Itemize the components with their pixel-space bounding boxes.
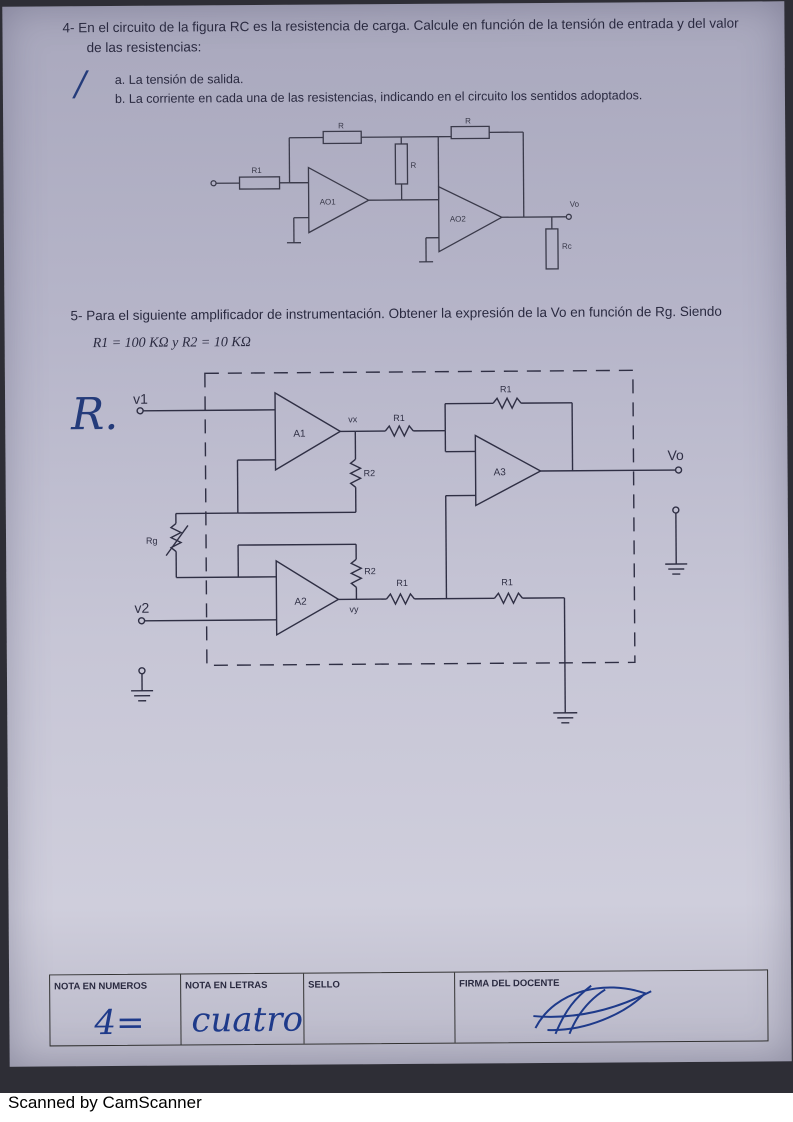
input-terminal xyxy=(211,181,216,186)
circuit-question-4 xyxy=(193,110,614,278)
resistor-r-top2 xyxy=(451,126,489,138)
dashed-boundary xyxy=(205,370,635,665)
nota-numeros-label: NOTA EN NUMEROS xyxy=(54,980,148,993)
question-4-item-b: b. La corriente en cada una de las resistencias, indicando en el circuito los sentidos adoptados. xyxy=(114,88,643,106)
label-a2: A2 xyxy=(294,596,307,608)
label-vo-q5: Vo xyxy=(667,446,684,464)
label-r1-d: R1 xyxy=(501,577,513,588)
label-v2: v2 xyxy=(134,599,150,616)
exam-sheet xyxy=(2,1,791,1066)
resistor-r1-input xyxy=(240,177,280,189)
label-vo-q4: Vo xyxy=(569,199,580,209)
label-r-top2: R xyxy=(465,116,471,126)
resistor-r2-a xyxy=(350,459,360,487)
teacher-signature xyxy=(525,979,655,1038)
opamp-a3 xyxy=(475,435,540,505)
question-5-values: R1 = 100 KΩ y R2 = 10 KΩ xyxy=(92,335,251,352)
opamp-a2 xyxy=(276,560,339,634)
v2-terminal xyxy=(139,618,145,624)
handwritten-check: / xyxy=(74,64,87,105)
cell-sello xyxy=(304,973,455,1044)
resistor-r1-a xyxy=(385,426,413,436)
question-4-statement-cont: de las resistencias: xyxy=(86,39,202,56)
label-r1-c: R1 xyxy=(396,577,408,589)
label-r2-a: R2 xyxy=(363,468,376,479)
label-r-top1: R xyxy=(338,121,344,131)
resistor-r-mid xyxy=(395,144,407,184)
label-rg: Rg xyxy=(146,535,158,546)
resistor-r2-b xyxy=(351,559,361,587)
label-vx: vx xyxy=(348,414,358,425)
vo-terminal-q5 xyxy=(676,467,682,473)
sello-label: SELLO xyxy=(308,979,340,991)
resistor-rc xyxy=(546,229,558,269)
v1-terminal xyxy=(137,408,143,414)
resistor-r1-d xyxy=(494,593,522,603)
grade-table xyxy=(49,969,768,1046)
opamp-ao2 xyxy=(439,186,502,251)
label-a1: A1 xyxy=(293,428,306,440)
nota-letras-value: cuatro xyxy=(191,999,304,1041)
resistor-r1-c xyxy=(386,594,414,604)
cell-nota-numeros xyxy=(50,975,181,1046)
label-r1-a: R1 xyxy=(393,412,405,424)
ground-terminal-right xyxy=(673,507,679,513)
opamp-a1 xyxy=(275,392,341,469)
opamp-ao1 xyxy=(308,167,368,232)
label-ao2: AO2 xyxy=(449,214,466,224)
firma-label: FIRMA DEL DOCENTE xyxy=(459,977,560,990)
circuit-question-5 xyxy=(115,362,708,736)
resistor-r1-b xyxy=(493,398,521,408)
resistor-r-top1 xyxy=(323,131,361,143)
label-r-mid: R xyxy=(410,160,417,170)
label-r1-input: R1 xyxy=(251,165,262,176)
label-vy: vy xyxy=(349,604,359,615)
scanner-credit: Scanned by CamScanner xyxy=(8,1093,202,1112)
label-r1-b: R1 xyxy=(499,384,512,395)
cell-firma xyxy=(455,970,765,1042)
nota-letras-label: NOTA EN LETRAS xyxy=(185,979,268,992)
label-ao1: AO1 xyxy=(319,197,336,207)
handwritten-answer-mark: R. xyxy=(70,388,119,441)
question-5-statement: 5- Para el siguiente amplificador de instrumentación. Obtener la expresión de la Vo en función de Rg. Siendo xyxy=(70,303,722,324)
label-rc: Rc xyxy=(561,241,572,251)
label-v1: v1 xyxy=(132,390,148,407)
label-r2-b: R2 xyxy=(364,566,376,577)
question-4-statement: 4- En el circuito de la figura RC es la resistencia de carga. Calcule en función de la tensión de entrada y del valor xyxy=(62,15,739,36)
ground-terminal-left xyxy=(139,668,145,674)
question-4-item-a: a. La tensión de salida. xyxy=(114,72,244,87)
nota-numeros-value: 4= xyxy=(94,1002,145,1044)
cell-nota-letras xyxy=(181,974,304,1045)
label-a3: A3 xyxy=(493,467,506,479)
vo-terminal-q4 xyxy=(566,214,571,219)
